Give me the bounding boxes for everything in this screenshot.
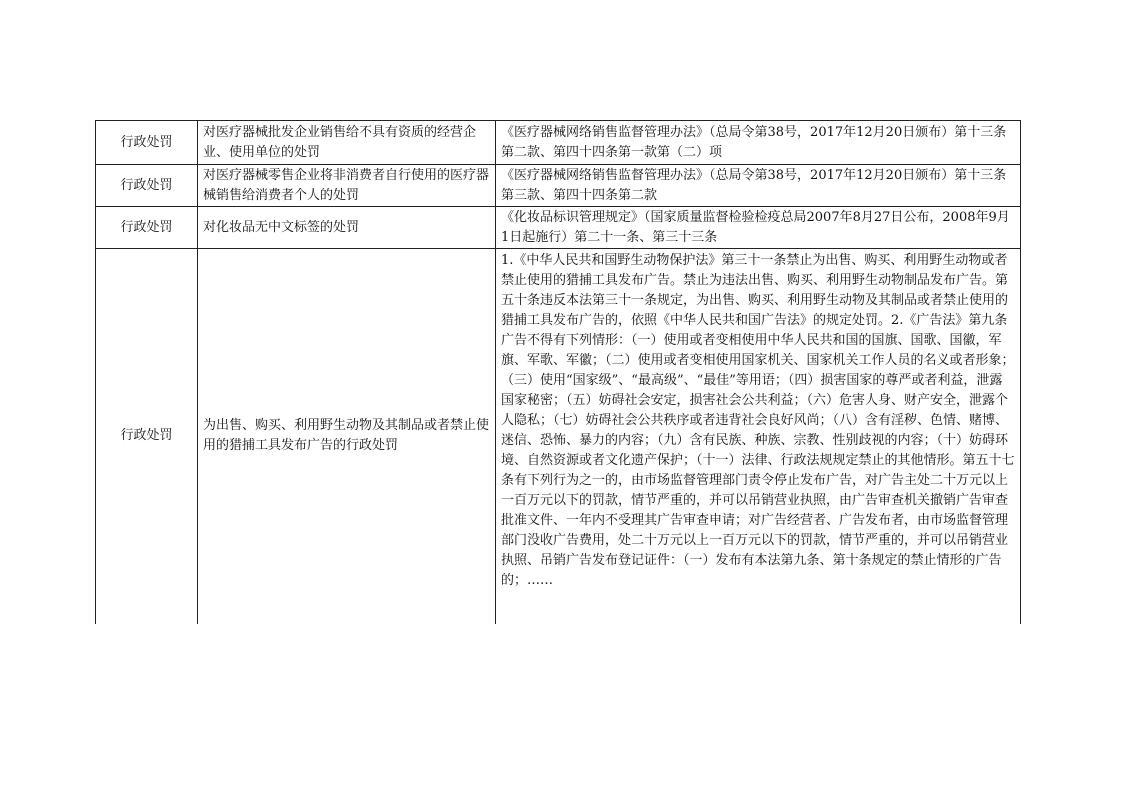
penalty-item-cell: 为出售、购买、利用野生动物及其制品或者禁止使用的猎捕工具发布广告的行政处罚 xyxy=(198,249,496,624)
legal-basis-cell: 1.《中华人民共和国野生动物保护法》第三十一条禁止为出售、购买、利用野生动物或者禁止使用的猎捕工具发布广告。禁止为违法出售、购买、利用野生动物制品发布广告。第五十条违反本法第三十一条规定，为出售、购买、利用野生动物及其制品或者禁止使用的猎捕工具发布广告的，依照《中华人民共和国广告法》的规定处罚。2.《广告法》第九条广告不得有下列情形：（一）使用或者变相使用中华人民共和国的国旗、国歌、国徽，军旗、军歌、军徽；（二）使用或者变相使用国家机关、国家机关工作人员的名义或者形象；（三）使用“国家级”、“最高级”、“最佳”等用语；（四）损害国家的尊严或者利益，泄露国家秘密；（五）妨碍社会安定，损害社会公共利益；（六）危害人身、财产安全，泄露个人隐私；（七）妨碍社会公共秩序或者违背社会良好风尚；（八）含有淫秽、色情、赌博、迷信、恐怖、暴力的内容；（九）含有民族、种族、宗教、性别歧视的内容；（十）妨碍环境、自然资源或者文化遗产保护；（十一）法律、行政法规规定禁止的其他情形。第五十七条有下列行为之一的，由市场监督管理部门责令停止发布广告，对广告主处二十万元以上一百万元以下的罚款，情节严重的，并可以吊销营业执照，由广告审查机关撤销广告审查批准文件、一年内不受理其广告审查申请；对广告经营者、广告发布者，由市场监督管理部门没收广告费用，处二十万元以上一百万元以下的罚款，情节严重的，并可以吊销营业执照、吊销广告发布登记证件：（一）发布有本法第九条、第十条规定的禁止情形的广告的；…… xyxy=(496,249,1021,624)
penalty-type-cell: 行政处罚 xyxy=(96,249,198,624)
penalty-type-cell: 行政处罚 xyxy=(96,121,198,165)
legal-basis-cell: 《医疗器械网络销售监督管理办法》（总局令第38号，2017年12月20日颁布）第十三条第二款、第四十四条第一款第（二）项 xyxy=(496,121,1021,165)
table-row xyxy=(96,249,1021,624)
penalty-type-cell: 行政处罚 xyxy=(96,165,198,207)
table-row xyxy=(96,207,1021,249)
legal-basis-cell: 《医疗器械网络销售监督管理办法》（总局令第38号，2017年12月20日颁布）第十三条第三款、第四十四条第二款 xyxy=(496,165,1021,207)
penalty-item-cell: 对化妆品无中文标签的处罚 xyxy=(198,207,496,249)
penalty-table xyxy=(95,120,1021,624)
table-row xyxy=(96,165,1021,207)
penalty-type-cell: 行政处罚 xyxy=(96,207,198,249)
table-row xyxy=(96,121,1021,165)
penalty-item-cell: 对医疗器械零售企业将非消费者自行使用的医疗器械销售给消费者个人的处罚 xyxy=(198,165,496,207)
penalty-item-cell: 对医疗器械批发企业销售给不具有资质的经营企业、使用单位的处罚 xyxy=(198,121,496,165)
legal-basis-cell: 《化妆品标识管理规定》（国家质量监督检验检疫总局2007年8月27日公布，2008年9月1日起施行）第二十一条、第三十三条 xyxy=(496,207,1021,249)
